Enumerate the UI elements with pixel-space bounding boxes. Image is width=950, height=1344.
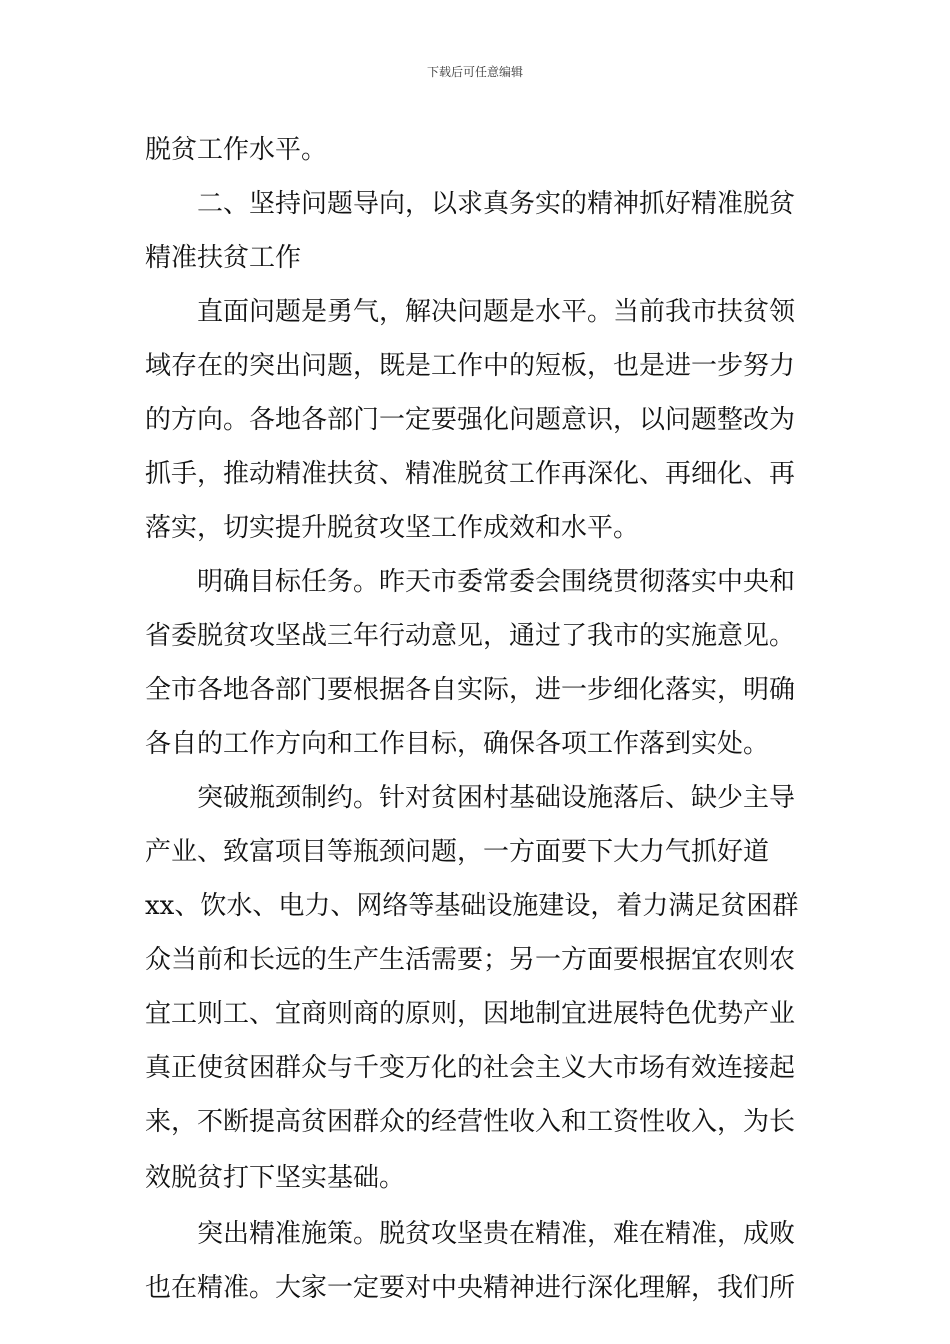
text-line: 效脱贫打下坚实基础。 [145, 1163, 406, 1193]
text-line: 突破瓶颈制约。针对贫困村基础设施落后、缺少主导 [197, 783, 796, 813]
text-line: 众当前和长远的生产生活需要；另一方面要根据宜农则农 [145, 945, 796, 975]
text-line: 真正使贫困群众与千变万化的社会主义大市场有效连接起 [145, 1053, 796, 1083]
page-header: 下载后可任意编辑 [426, 65, 523, 79]
text-line: 抓手，推动精准扶贫、精准脱贫工作再深化、再细化、再 [145, 459, 796, 489]
text-line: 明确目标任务。昨天市委常委会围绕贯彻落实中央和 [197, 567, 796, 597]
text-line: xx、饮水、电力、网络等基础设施建设，着力满足贫困群 [145, 891, 799, 921]
text-line: 也在精准。大家一定要对中央精神进行深化理解，我们所 [145, 1273, 796, 1303]
text-line: 直面问题是勇气，解决问题是水平。当前我市扶贫领 [197, 297, 796, 327]
text-line: 全市各地各部门要根据各自实际，进一步细化落实，明确 [145, 675, 796, 705]
text-line: 来，不断提高贫困群众的经营性收入和工资性收入，为长 [145, 1107, 796, 1137]
text-line: 脱贫工作水平。 [145, 135, 328, 165]
document-body [145, 123, 810, 1315]
section-heading-line: 二、坚持问题导向，以求真务实的精神抓好精准脱贫 [197, 189, 796, 219]
text-line: 省委脱贫攻坚战三年行动意见，通过了我市的实施意见。 [145, 621, 796, 651]
text-line: 突出精准施策。脱贫攻坚贵在精准，难在精准，成败 [197, 1219, 796, 1249]
text-line: 产业、致富项目等瓶颈问题，一方面要下大力气抓好道 [145, 837, 770, 867]
text-line: 落实，切实提升脱贫攻坚工作成效和水平。 [145, 513, 640, 543]
text-line: 宜工则工、宜商则商的原则，因地制宜进展特色优势产业 [145, 999, 796, 1029]
text-line: 的方向。各地各部门一定要强化问题意识，以问题整改为 [145, 405, 796, 435]
text-line: 域存在的突出问题，既是工作中的短板，也是进一步努力 [145, 351, 796, 381]
text-line: 各自的工作方向和工作目标，确保各项工作落到实处。 [145, 729, 770, 759]
section-heading-line: 精准扶贫工作 [145, 243, 302, 273]
